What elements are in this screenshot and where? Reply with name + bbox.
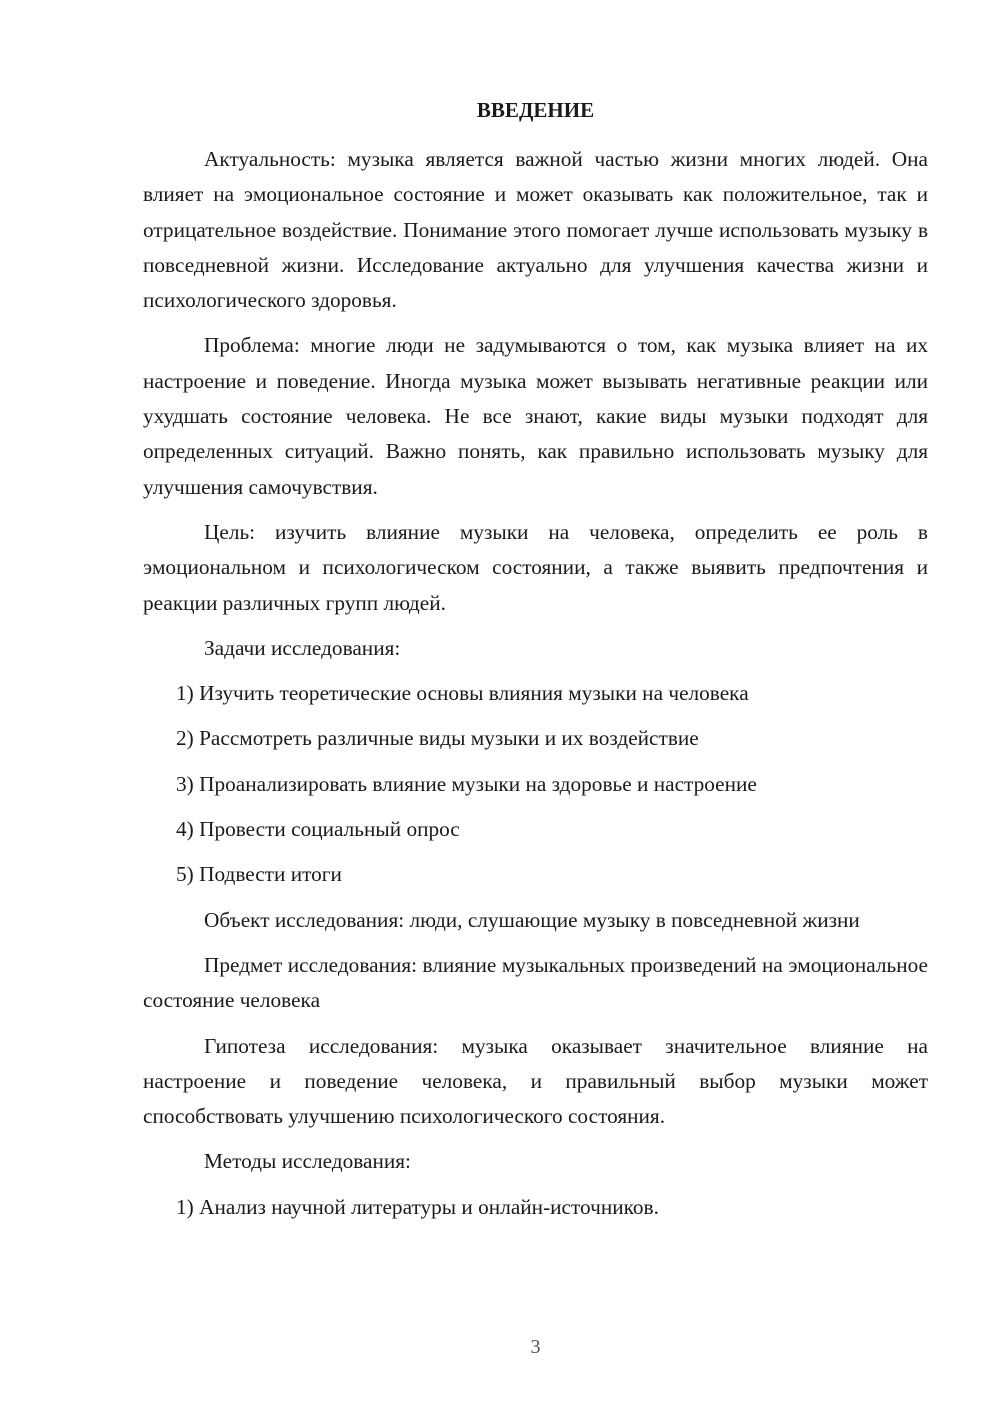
list-item: 3) Проанализировать влияние музыки на здоровье и настроение	[176, 771, 757, 796]
object-paragraph: Объект исследования: люди, слушающие музыку в повседневной жизни	[204, 907, 860, 932]
list-item: 4) Провести социальный опрос	[176, 817, 460, 842]
list-item: 2) Рассмотреть различные виды музыки и их воздействие	[176, 726, 699, 751]
relevance-paragraph: Актуальность: музыка является важной частью жизни многих людей. Она влияет на эмоциональное состояние и может оказывать как положительное, так и отрицательное воздействие. Понимание этого помогает лучше использовать музыку в повседневной жизни. Исследование актуально для улучшения качества жизни и психологического здоровья.	[143, 147, 928, 313]
subject-paragraph: Предмет исследования: влияние музыкальных произведений на эмоциональное состояние человека	[143, 952, 928, 1013]
methods-heading: Методы исследования:	[204, 1149, 411, 1174]
tasks-heading: Задачи исследования:	[204, 635, 401, 660]
hypothesis-paragraph: Гипотеза исследования: музыка оказывает значительное влияние на настроение и поведение человека, и правильный выбор музыки может способствовать улучшению психологического состояния.	[143, 1033, 928, 1129]
list-item: 1) Анализ научной литературы и онлайн-источников.	[176, 1194, 659, 1219]
list-item: 1) Изучить теоретические основы влияния музыки на человека	[176, 681, 749, 706]
tasks-list	[143, 676, 928, 892]
goal-paragraph: Цель: изучить влияние музыки на человека, определить ее роль в эмоциональном и психологическом состоянии, а также выявить предпочтения и реакции различных групп людей.	[143, 519, 928, 615]
page-title: ВВЕДЕНИЕ	[476, 98, 595, 122]
page-number: 3	[530, 1336, 541, 1358]
problem-paragraph: Проблема: многие люди не задумываются о том, как музыка влияет на их настроение и поведение. Иногда музыка может вызывать негативные реакции или ухудшать состояние человека. Не все знают, какие виды музыки подходят для определенных ситуаций. Важно понять, как правильно использовать музыку для улучшения самочувствия.	[143, 333, 928, 499]
document-body	[143, 142, 928, 1235]
list-item: 5) Подвести итоги	[176, 862, 342, 887]
methods-list	[143, 1190, 928, 1225]
